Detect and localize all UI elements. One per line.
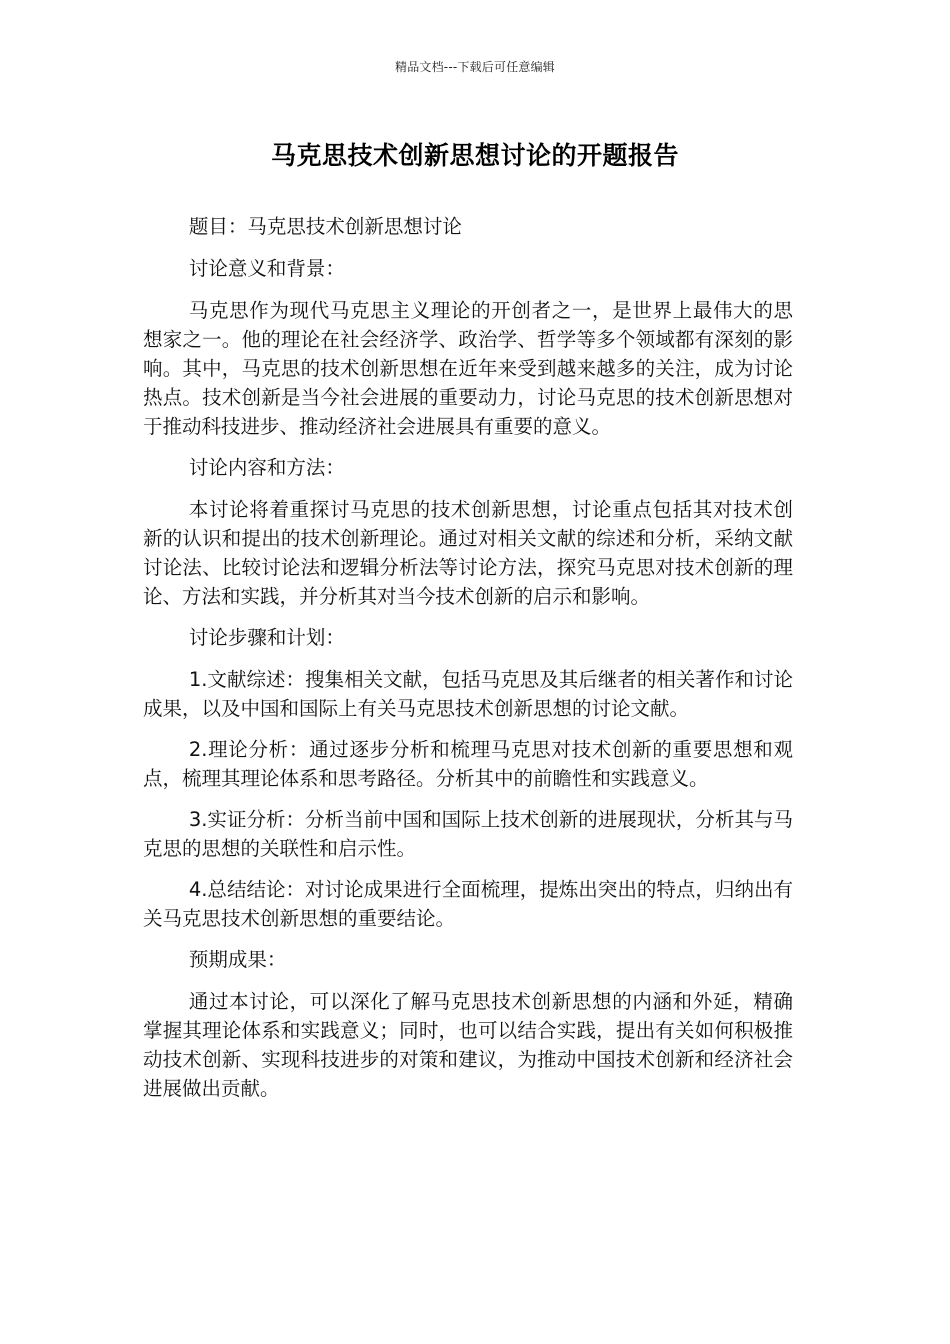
document-title: 马克思技术创新思想讨论的开题报告 — [270, 141, 679, 170]
step-3-paragraph: 3.实证分析：分析当前中国和国际上技术创新的进展现状，分析其与马克思的思想的关联性和启示性。 — [143, 808, 793, 860]
topic-line: 题目：马克思技术创新思想讨论 — [188, 215, 462, 238]
significance-heading: 讨论意义和背景： — [188, 257, 345, 280]
outcome-heading: 预期成果： — [188, 948, 287, 971]
outcome-paragraph: 通过本讨论，可以深化了解马克思技术创新思想的内涵和外延，精确掌握其理论体系和实践意义；同时，也可以结合实践，提出有关如何积极推动技术创新、实现科技进步的对策和建议，为推动中国技术创新和经济社会进展做出贡献。 — [143, 990, 793, 1100]
steps-heading: 讨论步骤和计划： — [188, 626, 345, 649]
step-2-paragraph: 2.理论分析：通过逐步分析和梳理马克思对技术创新的重要思想和观点，梳理其理论体系和思考路径。分析其中的前瞻性和实践意义。 — [143, 738, 793, 790]
content-heading: 讨论内容和方法： — [188, 456, 345, 479]
header-note: 精品文档---下载后可任意编辑 — [395, 60, 555, 74]
document-body — [143, 212, 793, 1115]
content-paragraph: 本讨论将着重探讨马克思的技术创新思想，讨论重点包括其对技术创新的认识和提出的技术创新理论。通过对相关文献的综述和分析，采纳文献讨论法、比较讨论法和逻辑分析法等讨论方法，探究马克思对技术创新的理论、方法和实践，并分析其对当今技术创新的启示和影响。 — [143, 498, 793, 608]
step-1-paragraph: 1.文献综述：搜集相关文献，包括马克思及其后继者的相关著作和讨论成果，以及中国和国际上有关马克思技术创新思想的讨论文献。 — [143, 668, 793, 720]
significance-paragraph: 马克思作为现代马克思主义理论的开创者之一，是世界上最伟大的思想家之一。他的理论在社会经济学、政治学、哲学等多个领域都有深刻的影响。其中，马克思的技术创新思想在近年来受到越来越多的关注，成为讨论热点。技术创新是当今社会进展的重要动力，讨论马克思的技术创新思想对于推动科技进步、推动经济社会进展具有重要的意义。 — [143, 299, 793, 438]
step-4-paragraph: 4.总结结论：对讨论成果进行全面梳理，提炼出突出的特点，归纳出有关马克思技术创新思想的重要结论。 — [143, 878, 793, 930]
